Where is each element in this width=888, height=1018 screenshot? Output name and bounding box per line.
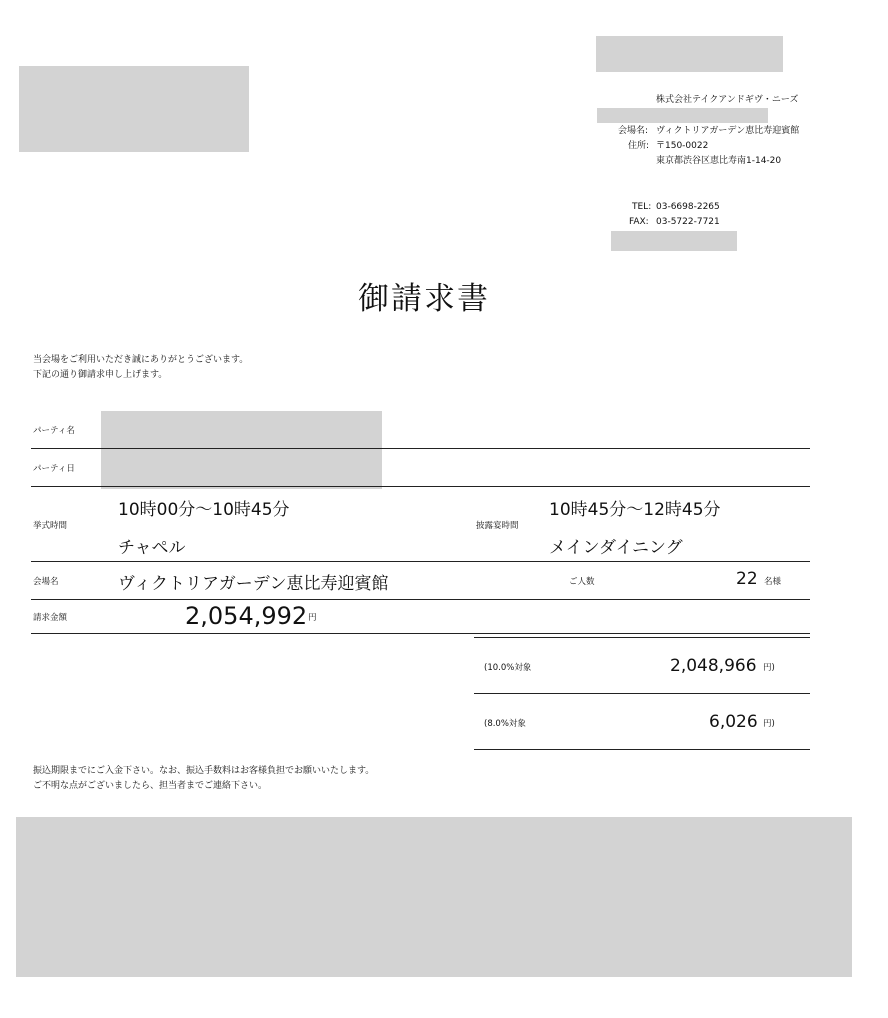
- row-divider: [31, 448, 810, 449]
- page-title: 御請求書: [358, 281, 490, 317]
- venue-label: 会場名: [33, 577, 59, 587]
- tax-8-amount: 6,026: [709, 712, 758, 732]
- tax-divider: [474, 693, 810, 694]
- company-name: 株式会社テイクアンドギヴ・ニーズ: [656, 95, 799, 105]
- amount-unit: 円: [308, 613, 317, 623]
- company-address-label: 住所:: [628, 141, 650, 151]
- table-bottom-border: [31, 633, 810, 634]
- party-name-label: パーティ名: [33, 426, 75, 436]
- tax-8-label: (8.0%対象: [484, 719, 526, 729]
- tax-10-amount: 2,048,966: [670, 656, 757, 676]
- tax-bottom-border: [474, 749, 810, 750]
- company-tel-label: TEL:: [632, 202, 652, 212]
- intro-line-1: 当会場をご利用いただき誠にありがとうございます。: [33, 355, 249, 365]
- ceremony-time: 10時00分～10時45分: [118, 500, 290, 520]
- amount-value: 2,054,992: [185, 602, 308, 630]
- reception-time: 10時45分～12時45分: [549, 500, 721, 520]
- company-venue: ヴィクトリアガーデン恵比寿迎賓館: [656, 126, 800, 136]
- guests-count: 22: [736, 569, 758, 589]
- ceremony-time-label: 挙式時間: [33, 521, 68, 531]
- intro-line-2: 下記の通り御請求申し上げます。: [33, 370, 168, 380]
- tax-10-unit: 円): [763, 663, 775, 673]
- tax-top-border: [474, 637, 810, 638]
- redacted-header: [596, 36, 783, 72]
- company-postal: 〒150-0022: [656, 141, 709, 151]
- guests-label: ご人数: [569, 577, 595, 587]
- redacted-footer: [16, 817, 852, 977]
- tax-8-unit: 円): [763, 719, 775, 729]
- reception-time-label: 披露宴時間: [476, 521, 519, 531]
- ceremony-place: チャペル: [118, 538, 186, 558]
- redacted-line: [597, 108, 768, 123]
- company-address: 東京都渋谷区恵比寿南1-14-20: [656, 156, 782, 166]
- redacted-party-info: [101, 411, 382, 489]
- redacted-logo: [19, 66, 249, 152]
- venue-name: ヴィクトリアガーデン恵比寿迎賓館: [118, 574, 389, 594]
- party-date-label: パーティ日: [33, 464, 75, 474]
- tax-10-label: (10.0%対象: [484, 663, 532, 673]
- redacted-contact: [611, 231, 737, 251]
- company-fax-label: FAX:: [629, 217, 649, 227]
- company-tel: 03-6698-2265: [656, 202, 720, 212]
- note-line-2: ご不明な点がございましたら、担当者までご連絡下さい。: [33, 781, 268, 791]
- row-divider: [31, 599, 810, 600]
- amount-label: 請求金額: [33, 613, 68, 623]
- reception-place: メインダイニング: [549, 538, 683, 558]
- company-fax: 03-5722-7721: [656, 217, 720, 227]
- row-divider: [31, 486, 810, 487]
- note-line-1: 振込期限までにご入金下さい。なお、振込手数料はお客様負担でお願いいたします。: [33, 766, 375, 776]
- guests-unit: 名様: [764, 577, 782, 587]
- row-divider: [31, 561, 810, 562]
- company-venue-label: 会場名:: [618, 126, 649, 136]
